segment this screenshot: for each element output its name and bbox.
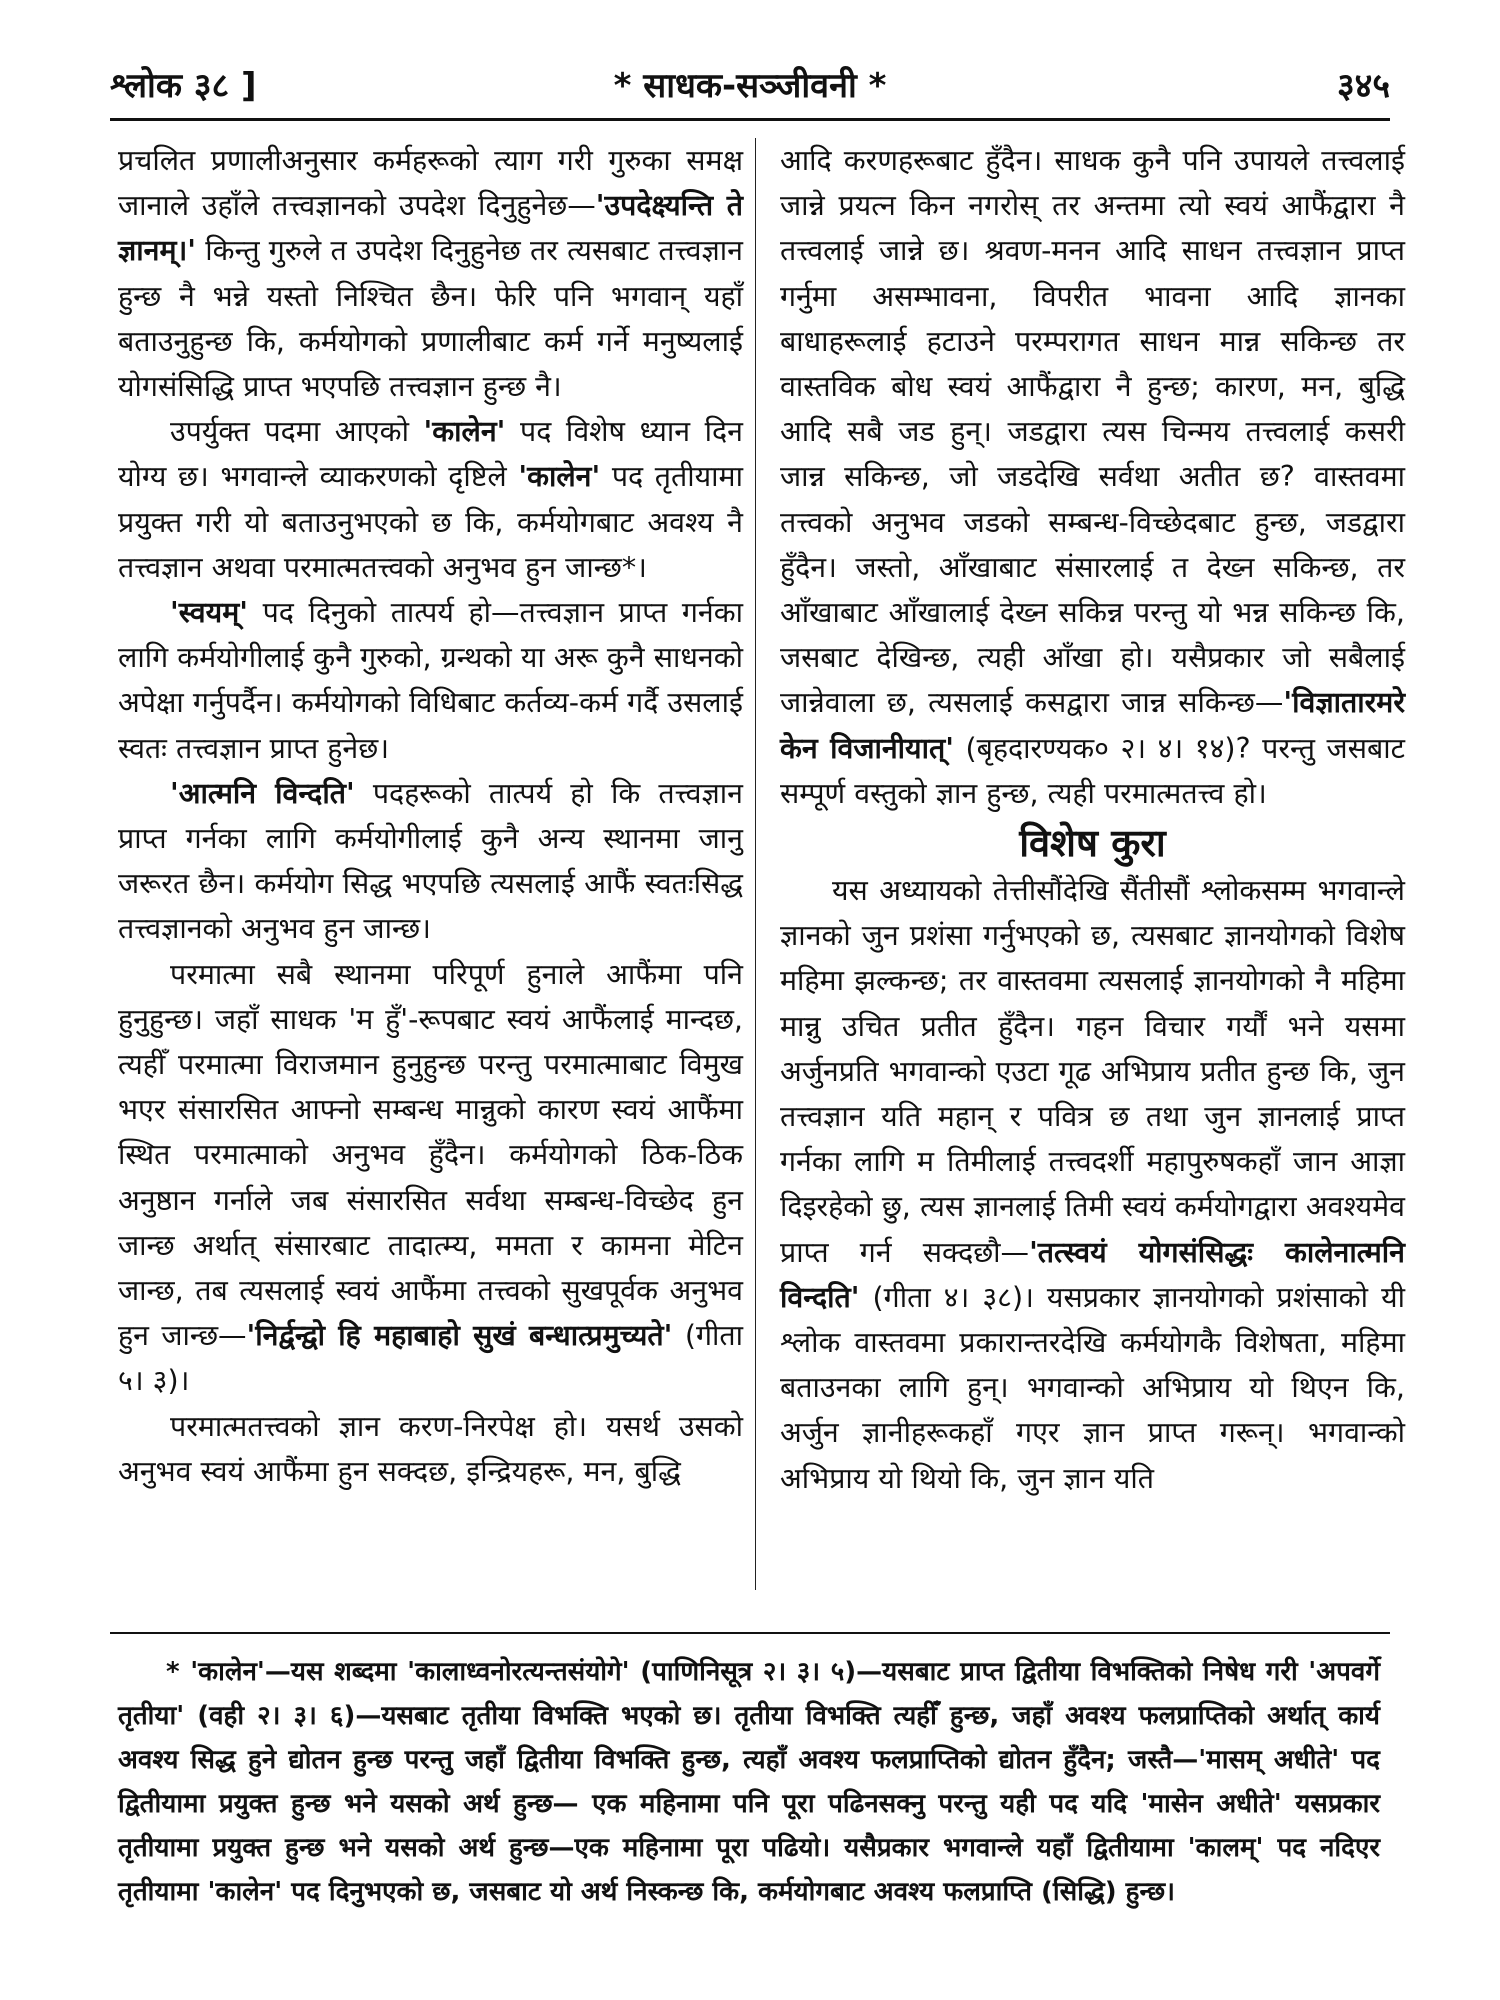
column-divider <box>755 138 756 1590</box>
sanskrit-quote: 'कालेन' <box>423 415 506 449</box>
right-column-bottom-text <box>780 868 1405 1501</box>
sanskrit-quote: 'उपदेक्ष्यन्ति ते ज्ञानम्।' <box>118 189 744 268</box>
header-page-number: ३४५ <box>1336 66 1390 106</box>
text-run: आदि करणहरूबाट हुँदैन। साधक कुनै पनि उपायले तत्त्वलाई जान्ने प्रयत्न किन नगरोस् तर अन्तमा त्यो स्वयं आफैंद्वारा नै तत्त्वलाई जान्ने छ। श्रवण-मनन आदि साधन तत्त्वज्ञान प्राप्त गर्नुमा असम्भावना, विपरीत भावना आदि ज्ञानका बाधाहरूलाई हटाउने परम्परागत साधन मान्न सकिन्छ तर वास्तविक बोध स्वयं आफैंद्वारा नै हुन्छ; कारण, मन, बुद्धि आदि सबै जड हुन्। जडद्वारा त्यस चिन्मय तत्त्वलाई कसरी जान्न सकिन्छ, जो जडदेखि सर्वथा अतीत छ? वास्तवमा तत्त्वको अनुभव जडको सम्बन्ध-विच्छेदबाट हुन्छ, जडद्वारा हुँदैन। जस्तो, आँखाबाट संसारलाई त देख्न सकिन्छ, तर आँखाबाट आँखालाई देख्न सकिन्न परन्तु यो भन्न सकिन्छ कि, जसबाट देखिन्छ, त्यही आँखा हो। यसैप्रकार जो सबैलाई जान्नेवाला छ, त्यसलाई कसद्वारा जान्न सकिन्छ— <box>780 144 1405 720</box>
right-column <box>780 138 1405 1501</box>
paragraph <box>118 771 743 952</box>
footnote <box>118 1650 1380 1914</box>
text-run: उपर्युक्त पदमा आएको <box>170 415 424 449</box>
text-run: पद दिनुको तात्पर्य हो—तत्त्वज्ञान प्राप्त गर्नका लागि कर्मयोगीलाई कुनै गुरुको, ग्रन्थको या अरू कुनै साधनको अपेक्षा गर्नुपर्दैन। कर्मयोगको विधिबाट कर्तव्य-कर्म गर्दै उसलाई स्वतः तत्त्वज्ञान प्राप्त हुनेछ। <box>118 596 743 765</box>
paragraph <box>780 868 1405 1501</box>
header-rule <box>110 118 1390 121</box>
header-book-title: * साधक-सञ्जीवनी * <box>613 66 887 106</box>
text-run: परमात्मा सबै स्थानमा परिपूर्ण हुनाले आफैंमा पनि हुनुहुन्छ। जहाँ साधक 'म हुँ'-रूपबाट स्वयं आफैंलाई मान्दछ, त्यहीँ परमात्मा विराजमान हुनुहुन्छ परन्तु परमात्माबाट विमुख भएर संसारसित आफ्नो सम्बन्ध मान्नुको कारण स्वयं आफैंमा स्थित परमात्माको अनुभव हुँदैन। कर्मयोगको ठिक-ठिक अनुष्ठान गर्नाले जब संसारसित सर्वथा सम्बन्ध-विच्छेद हुन जान्छ अर्थात् संसारबाट तादात्म्य, ममता र कामना मेटिन जान्छ, तब त्यसलाई स्वयं आफैंमा तत्त्वको सुखपूर्वक अनुभव हुन जान्छ— <box>118 957 743 1353</box>
sanskrit-quote: 'आत्मनि विन्दति' <box>170 776 355 810</box>
sanskrit-quote: 'तत्स्वयं योगसंसिद्धः कालेनात्मनि विन्दति' <box>780 1235 1405 1314</box>
text-run: प्रचलित प्रणालीअनुसार कर्महरूको त्याग गरी गुरुका समक्ष जानाले उहाँले तत्त्वज्ञानको उपदेश दिनुहुनेछ— <box>118 144 743 223</box>
sanskrit-quote: 'स्वयम्' <box>170 596 248 630</box>
paragraph <box>118 590 743 771</box>
text-run: (बृहदारण्यक० २। ४। १४)? परन्तु जसबाट सम्पूर्ण वस्तुको ज्ञान हुन्छ, त्यही परमात्मतत्त्व हो। <box>780 731 1405 810</box>
text-run: पद विशेष ध्यान दिन योग्य छ। भगवान्ले व्याकरणको दृष्टिले <box>118 415 743 494</box>
text-run: (गीता ४। ३८)। यसप्रकार ज्ञानयोगको प्रशंसाको यी श्लोक वास्तवमा प्रकारान्तरदेखि कर्मयोगकै विशेषता, महिमा बताउनका लागि हुन्। भगवान्को अभिप्राय यो थिएन कि, अर्जुन ज्ञानीहरूकहाँ गएर ज्ञान प्राप्त गरून्। भगवान्को अभिप्राय यो थियो कि, जुन ज्ञान यति <box>780 1280 1405 1495</box>
text-run: पद तृतीयामा प्रयुक्त गरी यो बताउनुभएको छ कि, कर्मयोगबाट अवश्य नै तत्त्वज्ञान अथवा परमात्मतत्त्वको अनुभव हुन जान्छ*। <box>118 460 743 584</box>
sanskrit-quote: 'निर्द्वन्द्वो हि महाबाहो सुखं बन्धात्प्रमुच्यते' <box>246 1319 673 1353</box>
paragraph <box>118 138 743 409</box>
sanskrit-quote: 'कालेन' <box>518 460 601 494</box>
sanskrit-quote: 'विज्ञातारमरे केन विजानीयात्' <box>780 686 1405 765</box>
paragraph <box>118 952 743 1404</box>
footnote-text: * 'कालेन'—यस शब्दमा 'कालाध्वनोरत्यन्तसंयोगे' (पाणिनिसूत्र २। ३। ५)—यसबाट प्राप्त द्वितीया विभक्तिको निषेध गरी 'अपवर्गे तृतीया' (वही २। ३। ६)—यसबाट तृतीया विभक्ति भएको छ। तृतीया विभक्ति त्यहीँ हुन्छ, जहाँ अवश्य फलप्राप्तिको अर्थात् कार्य अवश्य सिद्ध हुने द्योतन हुन्छ परन्तु जहाँ द्वितीया विभक्ति हुन्छ, त्यहाँ अवश्य फलप्राप्तिको द्योतन हुँदैन; जस्तै—'मासम् अधीते' पद द्वितीयामा प्रयुक्त हुन्छ भने यसको अर्थ हुन्छ— एक महिनामा पनि पूरा पढिनसक्नु परन्तु यही पद यदि 'मासेन अधीते' यसप्रकार तृतीयामा प्रयुक्त हुन्छ भने यसको अर्थ हुन्छ—एक महिनामा पूरा पढियो। यसैप्रकार भगवान्ले यहाँ द्वितीयामा 'कालम्' पद नदिएर तृतीयामा 'कालेन' पद दिनुभएको छ, जसबाट यो अर्थ निस्कन्छ कि, कर्मयोगबाट अवश्य फलप्राप्ति (सिद्धि) हुन्छ। <box>118 1657 1380 1907</box>
header-verse-ref: श्लोक ३८ ] <box>110 66 257 106</box>
text-run: परमात्मतत्त्वको ज्ञान करण-निरपेक्ष हो। यसर्थ उसको अनुभव स्वयं आफैंमा हुन सक्दछ, इन्द्रियहरू, मन, बुद्धि <box>118 1409 743 1488</box>
text-run: (गीता ५। ३)। <box>118 1319 743 1398</box>
text-run: किन्तु गुरुले त उपदेश दिनुहुनेछ तर त्यसबाट तत्त्वज्ञान हुन्छ नै भन्ने यस्तो निश्चित छैन। फेरि पनि भगवान् यहाँ बताउनुहुन्छ कि, कर्मयोगको प्रणालीबाट कर्म गर्ने मनुष्यलाई योगसंसिद्धि प्राप्त भएपछि तत्त्वज्ञान हुन्छ नै। <box>118 234 743 404</box>
text-run: यस अध्यायको तेत्तीसौंदेखि सैंतीसौं श्लोकसम्म भगवान्ले ज्ञानको जुन प्रशंसा गर्नुभएको छ, त्यसबाट ज्ञानयोगको विशेष महिमा झल्कन्छ; तर वास्तवमा त्यसलाई ज्ञानयोगको नै महिमा मान्नु उचित प्रतीत हुँदैन। गहन विचार गर्यौं भने यसमा अर्जुनप्रति भगवान्को एउटा गूढ अभिप्राय प्रतीत हुन्छ कि, जुन तत्त्वज्ञान यति महान् र पवित्र छ तथा जुन ज्ञानलाई प्राप्त गर्नका लागि म तिमीलाई तत्त्वदर्शी महापुरुषकहाँ जान आज्ञा दिइरहेको छु, त्यस ज्ञानलाई तिमी स्वयं कर्मयोगद्वारा अवश्यमेव प्राप्त गर्न सक्दछौ— <box>780 874 1405 1269</box>
paragraph <box>118 1404 743 1494</box>
footnote-rule <box>110 1632 1390 1634</box>
right-column-top-text <box>780 138 1405 816</box>
paragraph <box>118 409 743 590</box>
section-title: विशेष कुरा <box>1019 821 1166 866</box>
paragraph <box>780 138 1405 816</box>
text-run: पदहरूको तात्पर्य हो कि तत्त्वज्ञान प्राप्त गर्नका लागि कर्मयोगीलाई कुनै अन्य स्थानमा जानु जरूरत छैन। कर्मयोग सिद्ध भएपछि त्यसलाई आफैं स्वतःसिद्ध तत्त्वज्ञानको अनुभव हुन जान्छ। <box>118 776 743 946</box>
left-column <box>118 138 743 1494</box>
